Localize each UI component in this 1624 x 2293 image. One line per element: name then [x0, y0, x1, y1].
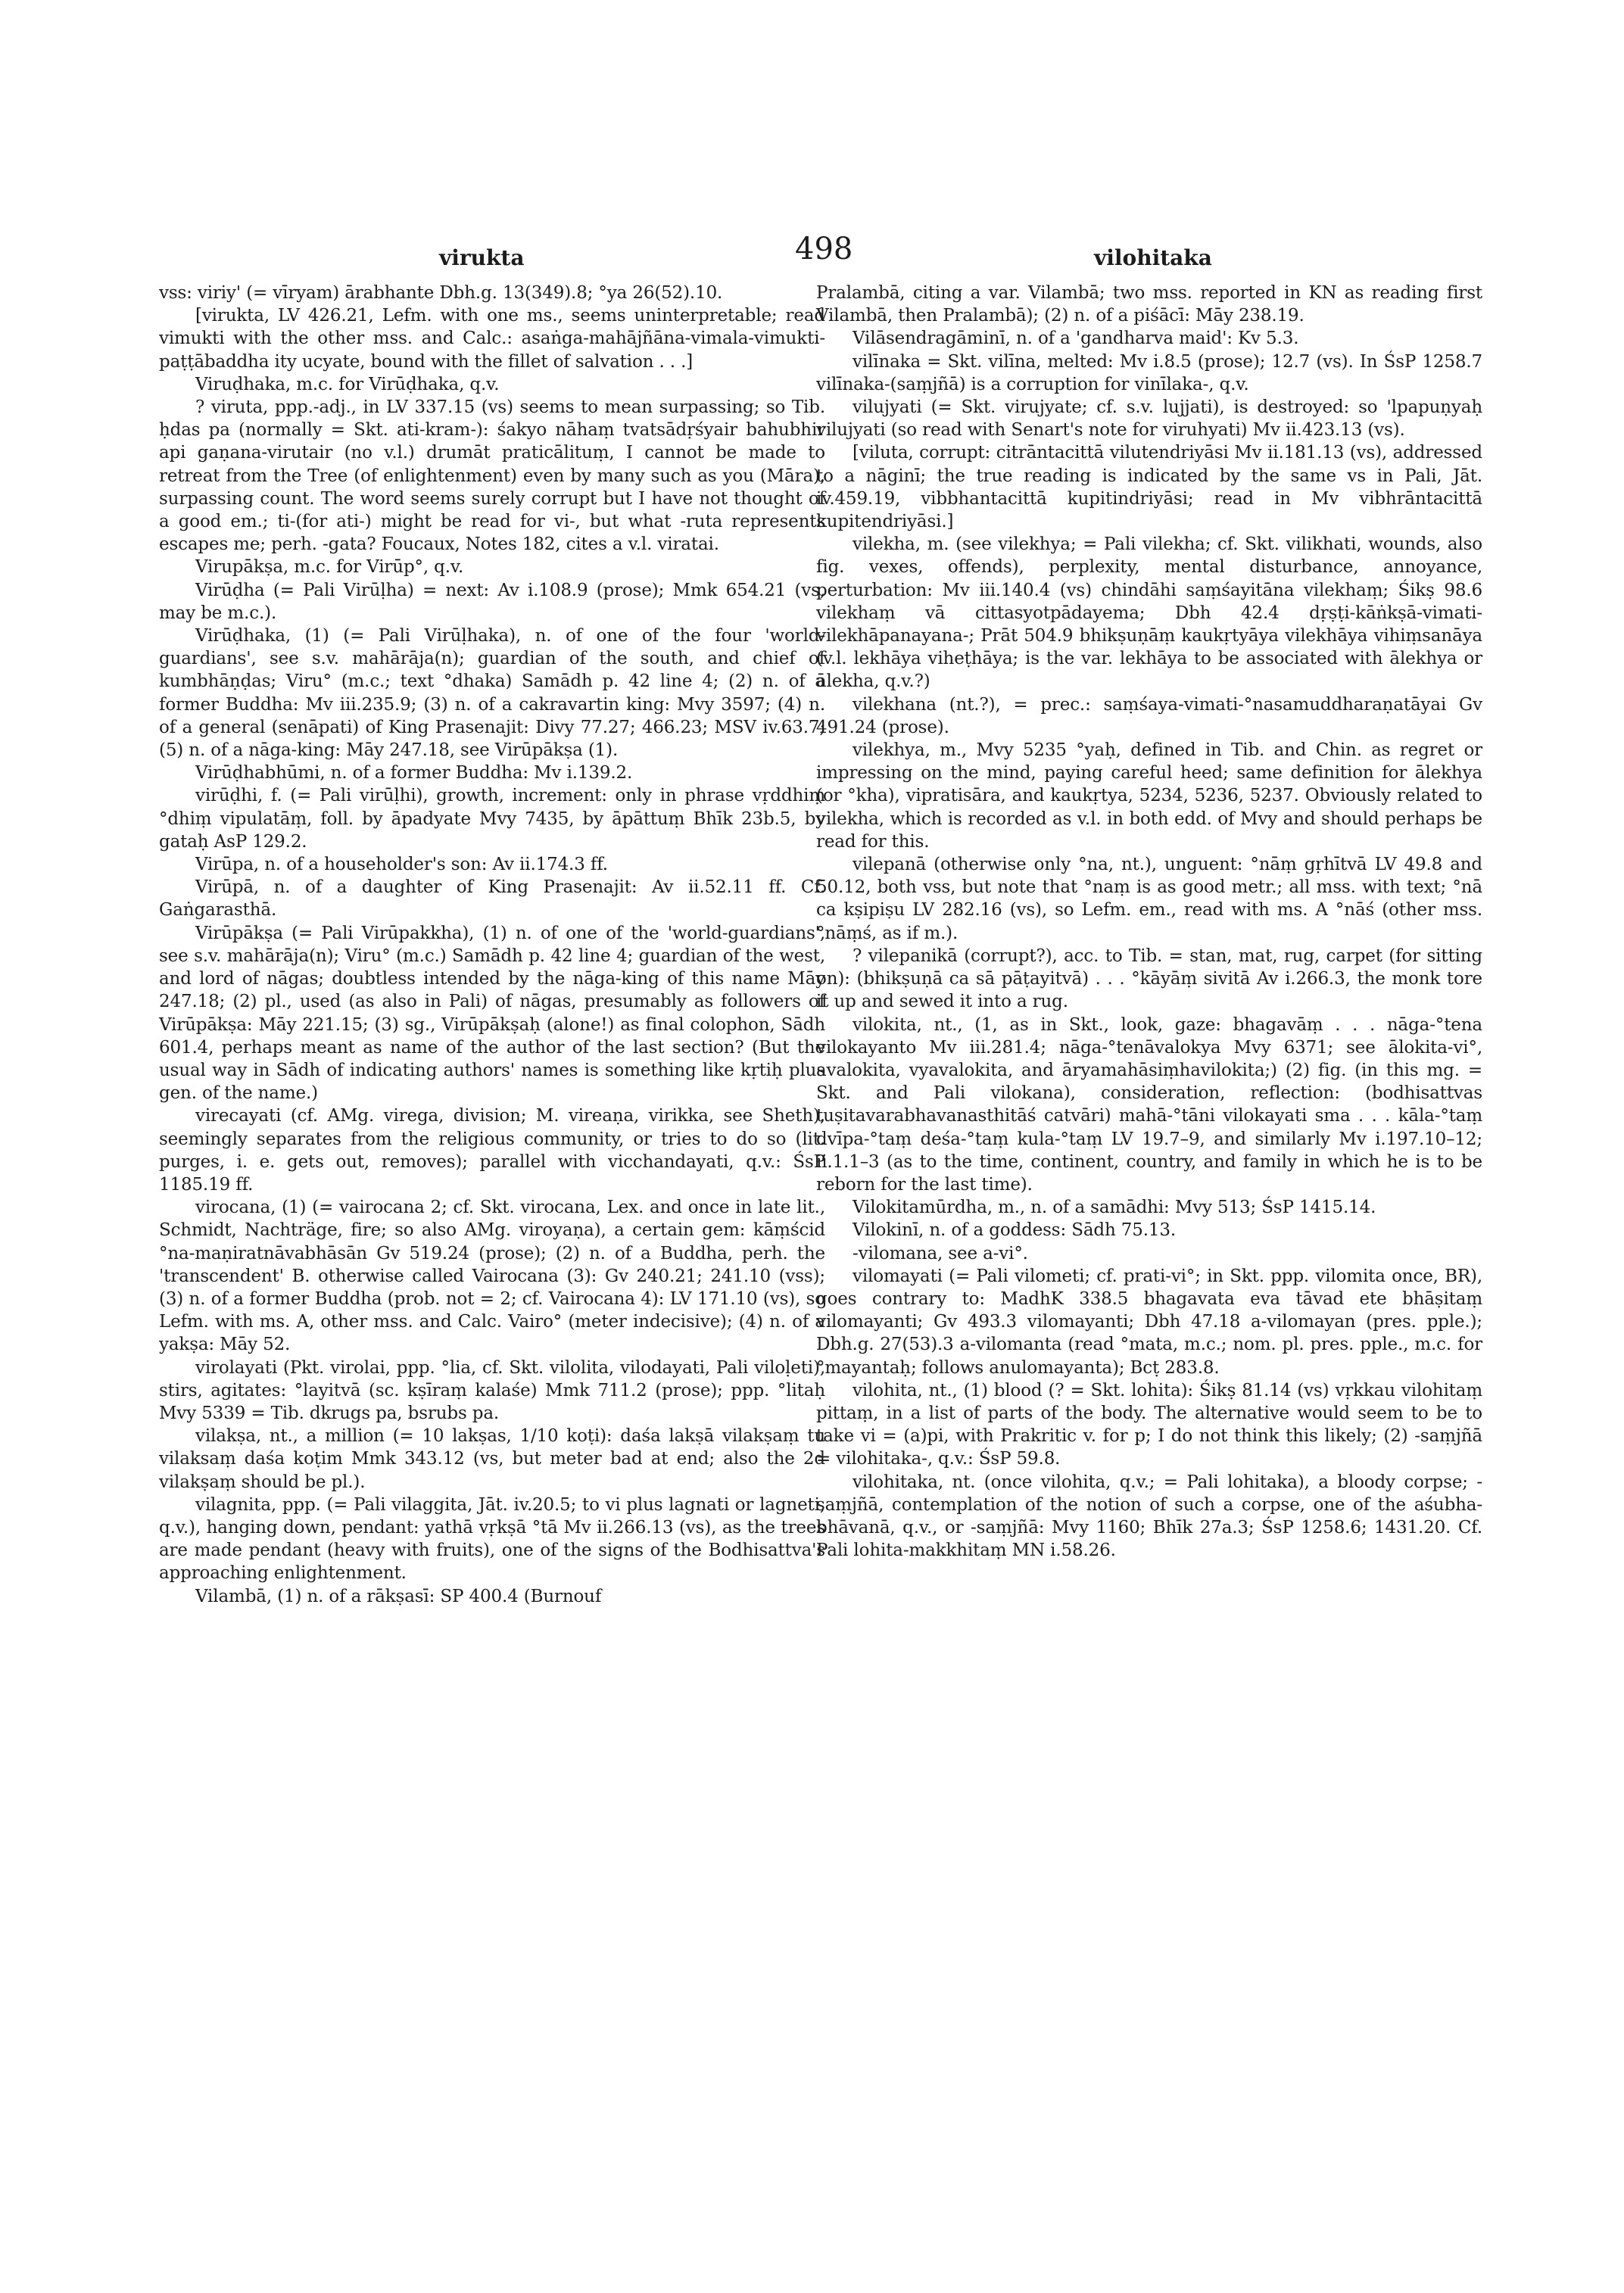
right-running-head: vilohitaka	[1094, 245, 1212, 270]
dictionary-entry: vilekhya, m., Mvy 5235 °yaḥ, defined in Tib. and Chin. as regret or impressing on the mind, paying careful heed; same definition for ālekhya (or °kha), vipratisāra, and kaukṛtya, 5234, 5236, 5237. Obviously related to vilekha, which is recorded as v.l. in both edd. of Mvy and should perhaps be read for this.	[816, 740, 1482, 852]
dictionary-entry: Vilambā, (1) n. of a rākṣasī: SP 400.4 (Burnouf	[195, 1586, 602, 1606]
dictionary-entry: -vilomana, see a-vi°.	[853, 1243, 1028, 1263]
dictionary-entry: vilekha, m. (see vilekhya; = Pali vilekha; cf. Skt. vilikhati, wounds, also fig. vexes, offends), perplexity, mental disturbance, annoyance, perturbation: Mv iii.140.4 (vs) chindāhi saṃśayitāna vilekhaṃ; Śikṣ 98.6 vilekhaṃ vā cittasyotpādayema; Dbh 42.4 dṛṣṭi-kāṅkṣā-vimati-vilekhāpanayana-; Prāt 504.9 bhikṣuṇāṃ kaukṛtyāya vilekhāya vihiṃsanāya (v.l. lekhāya viheṭhāya; is the var. lekhāya to be associated with ālekhya or ālekha, q.v.?)	[816, 534, 1482, 692]
dictionary-entry: Viruḍhaka, m.c. for Virūḍhaka, q.v.	[195, 374, 500, 394]
dictionary-entry: vilujyati (= Skt. virujyate; cf. s.v. lujjati), is destroyed: so 'lpapuṇyaḥ vilujyati (so read with Senart's note for viruhyati) Mv ii.423.13 (vs).	[816, 397, 1482, 441]
left-column	[159, 282, 825, 1608]
dictionary-entry: Virūḍhabhūmi, n. of a former Buddha: Mv i.139.2.	[195, 763, 633, 784]
dictionary-entry: Vilokitamūrdha, m., n. of a samādhi: Mvy 513; ŚsP 1415.14.	[853, 1198, 1376, 1218]
dictionary-entry: [virukta, LV 426.21, Lefm. with one ms., seems uninterpretable; read vimukti with the other mss. and Calc.: asaṅga-mahājñāna-vimala-vimukti-paṭṭābaddha ity ucyate, bound with the fillet of salvation . . .]	[159, 306, 825, 372]
dictionary-entry: vilomayati (= Pali vilometi; cf. prati-vi°; in Skt. ppp. vilomita once, BR), goes contrary to: MadhK 338.5 bhagavata eva tāvad ete bhāṣitaṃ vilomayanti; Gv 493.3 vilomayanti; Dbh 47.18 a-vilomayan (pres. pple.); Dbh.g. 27(53).3 a-vilomanta (read °mata, m.c.; nom. pl. pres. pple., m.c. for °mayantaḥ; follows anulomayanta); Bcṭ 283.8.	[816, 1266, 1482, 1378]
dictionary-entry: vilokita, nt., (1, as in Skt., look, gaze: bhagavāṃ . . . nāga-°tena vilokayanto Mv iii.281.4; nāga-°tenāvalokya Mvy 6371; see ālokita-vi°, avalokita, vyavalokita, and āryamahāsiṃhavilokita;) (2) fig. (in this mg. = Skt. and Pali vilokana), consideration, reflection: (bodhisattvas tuṣitavarabhavanasthitāś catvāri) mahā-°tāni vilokayati sma . . . kāla-°taṃ dvīpa-°taṃ deśa-°taṃ kula-°taṃ LV 19.7–9, and similarly Mv i.197.10–12; ii.1.1–3 (as to the time, continent, country, and family in which he is to be reborn for the last time).	[816, 1014, 1482, 1195]
dictionary-entry: Pralambā, citing a var. Vilambā; two mss. reported in KN as reading first Vilambā, then Pralambā); (2) n. of a piśācī: Māy 238.19.	[816, 283, 1482, 326]
dictionary-entry: Virūḍha (= Pali Virūḷha) = next: Av i.108.9 (prose); Mmk 654.21 (vs, may be m.c.).	[159, 580, 825, 623]
dictionary-entry: ? viruta, ppp.-adj., in LV 337.15 (vs) seems to mean surpassing; so Tib. ḥdas pa (normally = Skt. ati-kram-): śakyo nāhaṃ tvatsādṛśyair bahubhir api gaṇana-virutair (no v.l.) drumāt praticālituṃ, I cannot be made to retreat from the Tree (of enlightenment) even by many such as you (Māra), surpassing count. The word seems surely corrupt but I have not thought of a good em.; ti-(for ati-) might be read for vi-, but what -ruta represents escapes me; perh. -gata? Foucaux, Notes 182, cites a v.l. viratai.	[159, 397, 825, 555]
dictionary-entry: vilekhana (nt.?), = prec.: saṃśaya-vimati-°nasamuddharaṇatāyai Gv 491.24 (prose).	[816, 694, 1482, 737]
dictionary-entry: Virūpā, n. of a daughter of King Prasenajit: Av ii.52.11 ff. Cf. Gaṅgarasthā.	[159, 877, 825, 921]
dictionary-entry: ? vilepanikā (corrupt?), acc. to Tib. = stan, mat, rug, carpet (for sitting on): (bhikṣuṇā ca sā pāṭayitvā) . . . °kāyāṃ sivitā Av i.266.3, the monk tore it up and sewed it into a rug.	[816, 946, 1482, 1012]
dictionary-entry: vilagnita, ppp. (= Pali vilaggita, Jāt. iv.20.5; to vi plus lagnati or lagneti, q.v.), hanging down, pendant: yathā vṛkṣā °tā Mv ii.266.13 (vs), as the trees are made pendant (heavy with fruits), one of the signs of the Bodhisattva's approaching enlightenment.	[159, 1494, 825, 1584]
dictionary-entry: Vilokinī, n. of a goddess: Sādh 75.13.	[853, 1220, 1177, 1241]
dictionary-entry: vilohitaka, nt. (once vilohita, q.v.; = Pali lohitaka), a bloody corpse; -saṃjñā, contemplation of the notion of such a corpse, one of the aśubha-bhāvanā, q.v., or -saṃjñā: Mvy 1160; Bhīk 27a.3; ŚsP 1258.6; 1431.20. Cf. Pali lohita-makkhitaṃ MN i.58.26.	[816, 1472, 1482, 1561]
dictionary-entry: [viluta, corrupt: citrāntacittā vilutendriyāsi Mv ii.181.13 (vs), addressed to a nāginī; the true reading is indicated by the same vs in Pali, Jāt. iv.459.19, vibbhantacittā kupitindriyāsi; read in Mv vibhrāntacittā kupitendriyāsi.]	[816, 443, 1482, 532]
dictionary-entry: Vilāsendragāminī, n. of a 'gandharva maid': Kv 5.3.	[853, 329, 1299, 349]
left-running-head: virukta	[439, 245, 525, 270]
dictionary-entry: vilakṣa, nt., a million (= 10 lakṣas, 1/10 koṭi): daśa lakṣā vilakṣaṃ tu vilaksaṃ daśa koṭim Mmk 343.12 (vs, but meter bad at end; also the 2d vilakṣaṃ should be pl.).	[159, 1426, 825, 1492]
dictionary-entry: Virūpākṣa (= Pali Virūpakkha), (1) n. of one of the 'world-guardians', see s.v. mahārāja(n); Viru° (m.c.) Samādh p. 42 line 4; guardian of the west, and lord of nāgas; doubtless intended by the nāga-king of this name Māy 247.18; (2) pl., used (as also in Pali) of nāgas, presumably as followers of Virūpākṣa: Māy 221.15; (3) sg., Virūpākṣaḥ (alone!) as final colophon, Sādh 601.4, perhaps meant as name of the author of the last section? (But the usual way in Sādh of indicating authors' names is something like kṛtiḥ plus gen. of the name.)	[159, 923, 825, 1104]
dictionary-entry: virolayati (Pkt. virolai, ppp. °lia, cf. Skt. vilolita, vilodayati, Pali viloḷeti), stirs, agitates: °layitvā (sc. kṣīraṃ kalaśe) Mmk 711.2 (prose); ppp. °litaḥ Mvy 5339 = Tib. dkrugs pa, bsrubs pa.	[159, 1357, 825, 1423]
dictionary-entry: virūḍhi, f. (= Pali virūḷhi), growth, increment: only in phrase vṛddhiṃ °dhiṃ vipulatāṃ, foll. by āpadyate Mvy 7435, by āpāttuṃ Bhīk 23b.5, by gataḥ AsP 129.2.	[159, 786, 825, 852]
dictionary-entry: virocana, (1) (= vairocana 2; cf. Skt. virocana, Lex. and once in late lit., Schmidt, Nachträge, fire; so also AMg. viroyaṇa), a certain gem: kāṃścid °na-maṇiratnāvabhāsān Gv 519.24 (prose); (2) n. of a Buddha, perh. the 'transcendent' B. otherwise called Vairocana (3): Gv 240.21; 241.10 (vss); (3) n. of a former Buddha (prob. not = 2; cf. Vairocana 4): LV 171.10 (vs), so Lefm. with ms. A, other mss. and Calc. Vairo° (meter indecisive); (4) n. of a yakṣa: Māy 52.	[159, 1198, 825, 1355]
dictionary-entry: Virūḍhaka, (1) (= Pali Virūḷhaka), n. of one of the four 'world-guardians', see s.v. mahārāja(n); guardian of the south, and chief of kumbhāṇḍas; Viru° (m.c.; text °dhaka) Samādh p. 42 line 4; (2) n. of a former Buddha: Mv iii.235.9; (3) n. of a cakravartin king: Mvy 3597; (4) n. of a general (senāpati) of King Prasenajit: Divy 77.27; 466.23; MSV iv.63.7; (5) n. of a nāga-king: Māy 247.18, see Virūpākṣa (1).	[159, 626, 825, 761]
dictionary-entry: Virūpa, n. of a householder's son: Av ii.174.3 ff.	[195, 855, 608, 875]
dictionary-entry: vss: viriy' (= vīryam) ārabhante Dbh.g. 13(349).8; °ya 26(52).10.	[159, 283, 723, 303]
dictionary-entry: vilīnaka = Skt. vilīna, melted: Mv i.8.5 (prose); 12.7 (vs). In ŚsP 1258.7 vilīnaka-(saṃjñā) is a corruption for vinīlaka-, q.v.	[816, 351, 1482, 394]
page-number: 498	[795, 232, 853, 266]
dictionary-entry: virecayati (cf. AMg. virega, division; M. vireaṇa, virikka, see Sheth), seemingly separates from the religious community, or tries to do so (lit. purges, i. e. gets out, removes); parallel with vicchandayati, q.v.: ŚsP 1185.19 ff.	[159, 1106, 825, 1195]
page-header	[144, 224, 1484, 285]
dictionary-entry: Virupākṣa, m.c. for Virūp°, q.v.	[195, 557, 464, 578]
dictionary-entry: vilohita, nt., (1) blood (? = Skt. lohita): Śikṣ 81.14 (vs) vṛkkau vilohitaṃ pittaṃ, in a list of parts of the body. The alternative would seem to be to take vi = (a)pi, with Prakritic v. for p; I do not think this likely; (2) -saṃjñā = vilohitaka-, q.v.: ŚsP 59.8.	[816, 1380, 1482, 1469]
right-column	[816, 282, 1482, 1562]
dictionary-entry: vilepanā (otherwise only °na, nt.), unguent: °nāṃ gṛhītvā LV 49.8 and 50.12, both vss, but note that °naṃ is as good metr.; all mss. with text; °nā ca kṣipiṣu LV 282.16 (vs), so Lefm. em., read with ms. A °nāś (other mss. °nāṃś, as if m.).	[816, 855, 1482, 943]
